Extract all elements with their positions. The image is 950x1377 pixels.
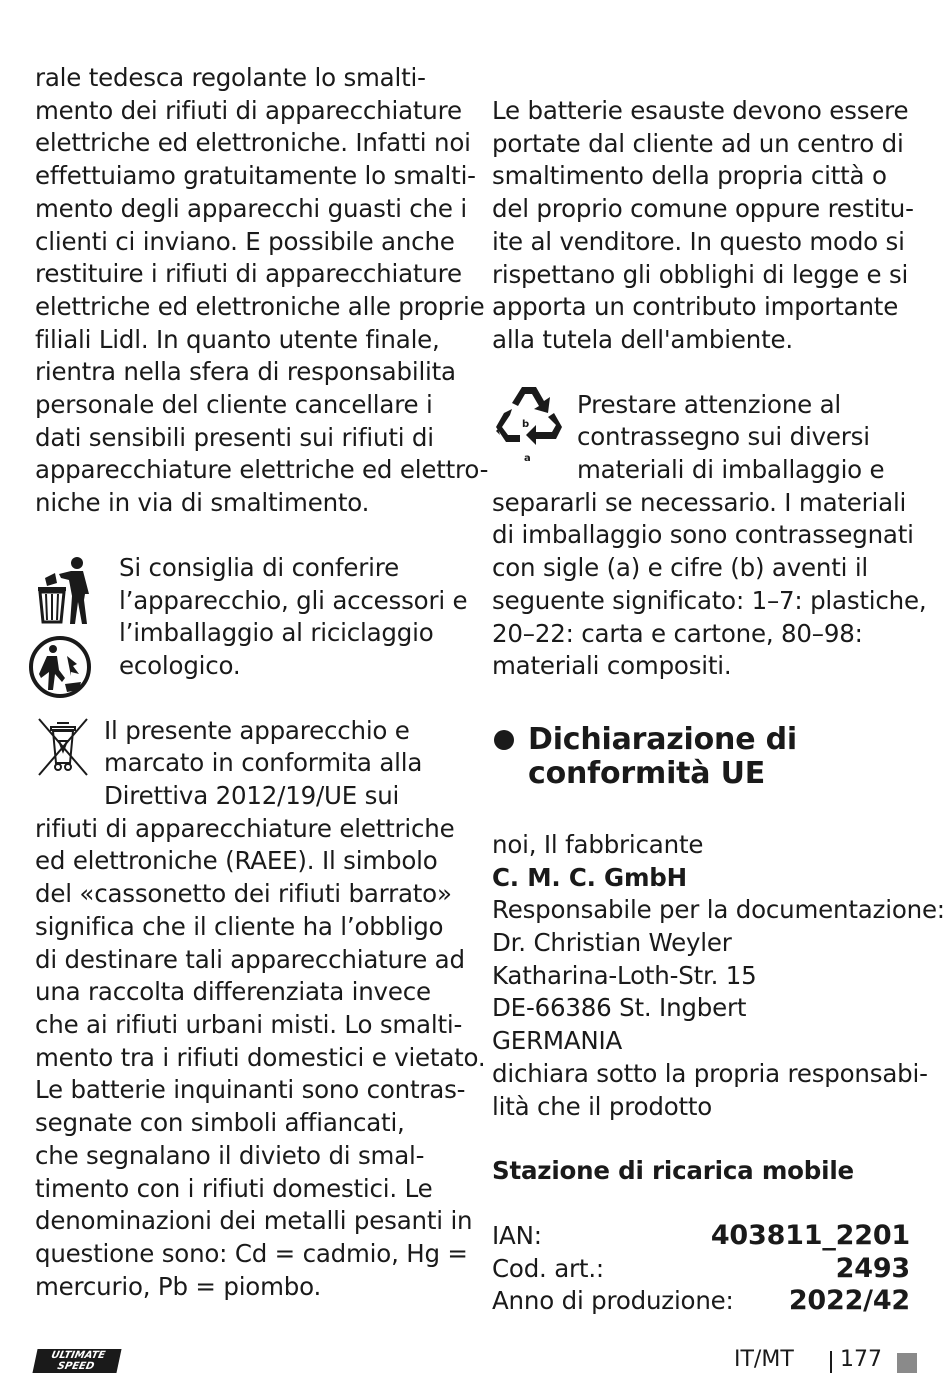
logo-text: ULTIMATE xyxy=(50,1350,107,1361)
text-line: dichiara sotto la propria responsabi- xyxy=(492,1058,928,1088)
text-line: una raccolta differenziata invece xyxy=(35,977,431,1007)
trash-person-icon xyxy=(35,556,97,626)
text-line: Direttiva 2012/19/UE sui xyxy=(104,781,400,811)
logo-text: SPEED xyxy=(56,1361,96,1372)
id-label: IAN: xyxy=(492,1220,542,1250)
recycling-note xyxy=(35,552,468,683)
text-line: GERMANIA xyxy=(492,1026,623,1056)
text-line: rispettano gli obblighi di legge e si xyxy=(492,259,909,289)
page-marker xyxy=(897,1353,917,1373)
right-column xyxy=(492,95,945,1318)
text-line: materiali compositi. xyxy=(492,651,732,681)
text-line: Si consiglia di conferire xyxy=(119,552,399,582)
text-line: materiali di imballaggio e xyxy=(577,455,885,485)
recycle-triangle-icon xyxy=(492,383,566,463)
text-line: portate dal cliente ad un centro di xyxy=(492,128,904,158)
battery-paragraph xyxy=(492,95,917,357)
text-line: mento degli apparecchi guasti che i xyxy=(35,193,467,223)
packaging-paragraph xyxy=(492,389,927,683)
text-line: che segnalano il divieto di smal- xyxy=(35,1140,425,1170)
page-footer xyxy=(0,1345,950,1377)
id-value: 2493 xyxy=(835,1252,910,1284)
text-line: mercurio, Pb = piombo. xyxy=(35,1271,322,1301)
product-name: Stazione di ricarica mobile xyxy=(492,1156,854,1186)
disposal-paragraph xyxy=(35,62,489,520)
id-row xyxy=(492,1253,910,1286)
text-line: segnate con simboli affiancati, xyxy=(35,1108,405,1138)
text-line: del «cassonetto dei rifiuti barrato» xyxy=(35,879,452,909)
text-line: mento dei rifiuti di apparecchiature xyxy=(35,95,462,125)
text-line: clienti ci inviano. E possibile anche xyxy=(35,226,455,256)
text-line: lità che il prodotto xyxy=(492,1091,713,1121)
text-line: separarli se necessario. I materiali xyxy=(492,487,907,517)
text-line: Dr. Christian Weyler xyxy=(492,928,732,958)
text-line: filiali Lidl. In quanto utente finale, xyxy=(35,324,440,354)
text-line: che ai rifiuti urbani misti. Lo smalti- xyxy=(35,1009,463,1039)
id-value: 403811_2201 xyxy=(710,1219,910,1251)
page-number: 177 xyxy=(840,1347,882,1372)
heading-line: Dichiarazione di xyxy=(528,721,797,757)
text-line: di destinare tali apparecchiature ad xyxy=(35,944,465,974)
weee-paragraph xyxy=(35,715,486,1304)
text-line: 20–22: carta e cartone, 80–98: xyxy=(492,618,863,648)
left-column xyxy=(35,62,489,1303)
text-line: ed elettroniche (RAEE). Il simbolo xyxy=(35,846,438,876)
text-line: Katharina-Loth-Str. 15 xyxy=(492,960,757,990)
section-heading xyxy=(492,723,917,791)
locale-label: IT/MT xyxy=(734,1347,794,1372)
text-line: questione sono: Cd = cadmio, Hg = xyxy=(35,1238,468,1268)
text-line: Prestare attenzione al xyxy=(577,389,842,419)
declaration-block xyxy=(492,829,945,1123)
text-line: rifiuti di apparecchiature elettriche xyxy=(35,813,455,843)
text-line: personale del cliente cancellare i xyxy=(35,390,433,420)
manufacturer-intro: noi, Il fabbricante xyxy=(492,829,704,859)
text-line: ecologico. xyxy=(119,650,241,680)
text-line: Responsabile per la documentazione: xyxy=(492,895,945,925)
text-line: Le batterie esauste devono essere xyxy=(492,96,909,125)
crossed-bin-icon xyxy=(35,717,91,777)
bullet-icon xyxy=(494,730,514,750)
text-line: rale tedesca regolante lo smalti- xyxy=(35,63,426,92)
text-line: niche in via di smaltimento. xyxy=(35,488,370,518)
text-line: contrassegno sui diversi xyxy=(577,422,870,452)
text-line: smaltimento della propria città o xyxy=(492,161,887,191)
text-line: effettuiamo gratuitamente lo smalti- xyxy=(35,161,476,191)
text-line: DE-66386 St. Ingbert xyxy=(492,993,747,1023)
id-row xyxy=(492,1285,910,1318)
text-line: Le batterie inquinanti sono contras- xyxy=(35,1075,466,1105)
id-value: 2022/42 xyxy=(788,1285,910,1317)
recycle-label-a: a xyxy=(524,452,531,463)
text-line: timento con i rifiuti domestici. Le xyxy=(35,1173,433,1203)
text-line: apparecchiature elettriche ed elettro- xyxy=(35,455,489,485)
text-line: alla tutela dell'ambiente. xyxy=(492,324,793,354)
text-line: mento tra i rifiuti domestici e vietato. xyxy=(35,1042,486,1072)
text-line: con sigle (a) e cifre (b) aventi il xyxy=(492,553,869,583)
text-line: marcato in conformita alla xyxy=(104,748,423,778)
id-row xyxy=(492,1220,910,1253)
text-line: Il presente apparecchio e xyxy=(104,715,410,745)
text-line: elettriche ed elettroniche. Infatti noi xyxy=(35,128,471,158)
recycle-bin-icon xyxy=(27,634,93,700)
text-line: elettriche ed elettroniche alle proprie xyxy=(35,291,485,321)
text-line: l’imballaggio al riciclaggio xyxy=(119,618,434,648)
id-label: Cod. art.: xyxy=(492,1253,604,1283)
text-line: l’apparecchio, gli accessori e xyxy=(119,585,468,615)
recycle-label-b: b xyxy=(522,418,529,430)
brand-logo xyxy=(32,1349,121,1373)
text-line: dati sensibili presenti sui rifiuti di xyxy=(35,422,434,452)
id-label: Anno di produzione: xyxy=(492,1286,734,1316)
text-line: rientra nella sfera di responsabilita xyxy=(35,357,456,387)
text-line: di imballaggio sono contrassegnati xyxy=(492,520,914,550)
id-table xyxy=(492,1220,917,1318)
manufacturer-name: C. M. C. GmbH xyxy=(492,862,687,892)
footer-divider xyxy=(830,1351,832,1373)
text-line: apporta un contributo importante xyxy=(492,292,899,322)
heading-line: conformità UE xyxy=(528,755,766,791)
text-line: restituire i rifiuti di apparecchiature xyxy=(35,259,462,289)
text-line: significa che il cliente ha l’obbligo xyxy=(35,911,444,941)
text-line: del proprio comune oppure restitu- xyxy=(492,194,914,224)
text-line: seguente significato: 1–7: plastiche, xyxy=(492,585,927,615)
text-line: ite al venditore. In questo modo si xyxy=(492,226,905,256)
text-line: denominazioni dei metalli pesanti in xyxy=(35,1206,473,1236)
